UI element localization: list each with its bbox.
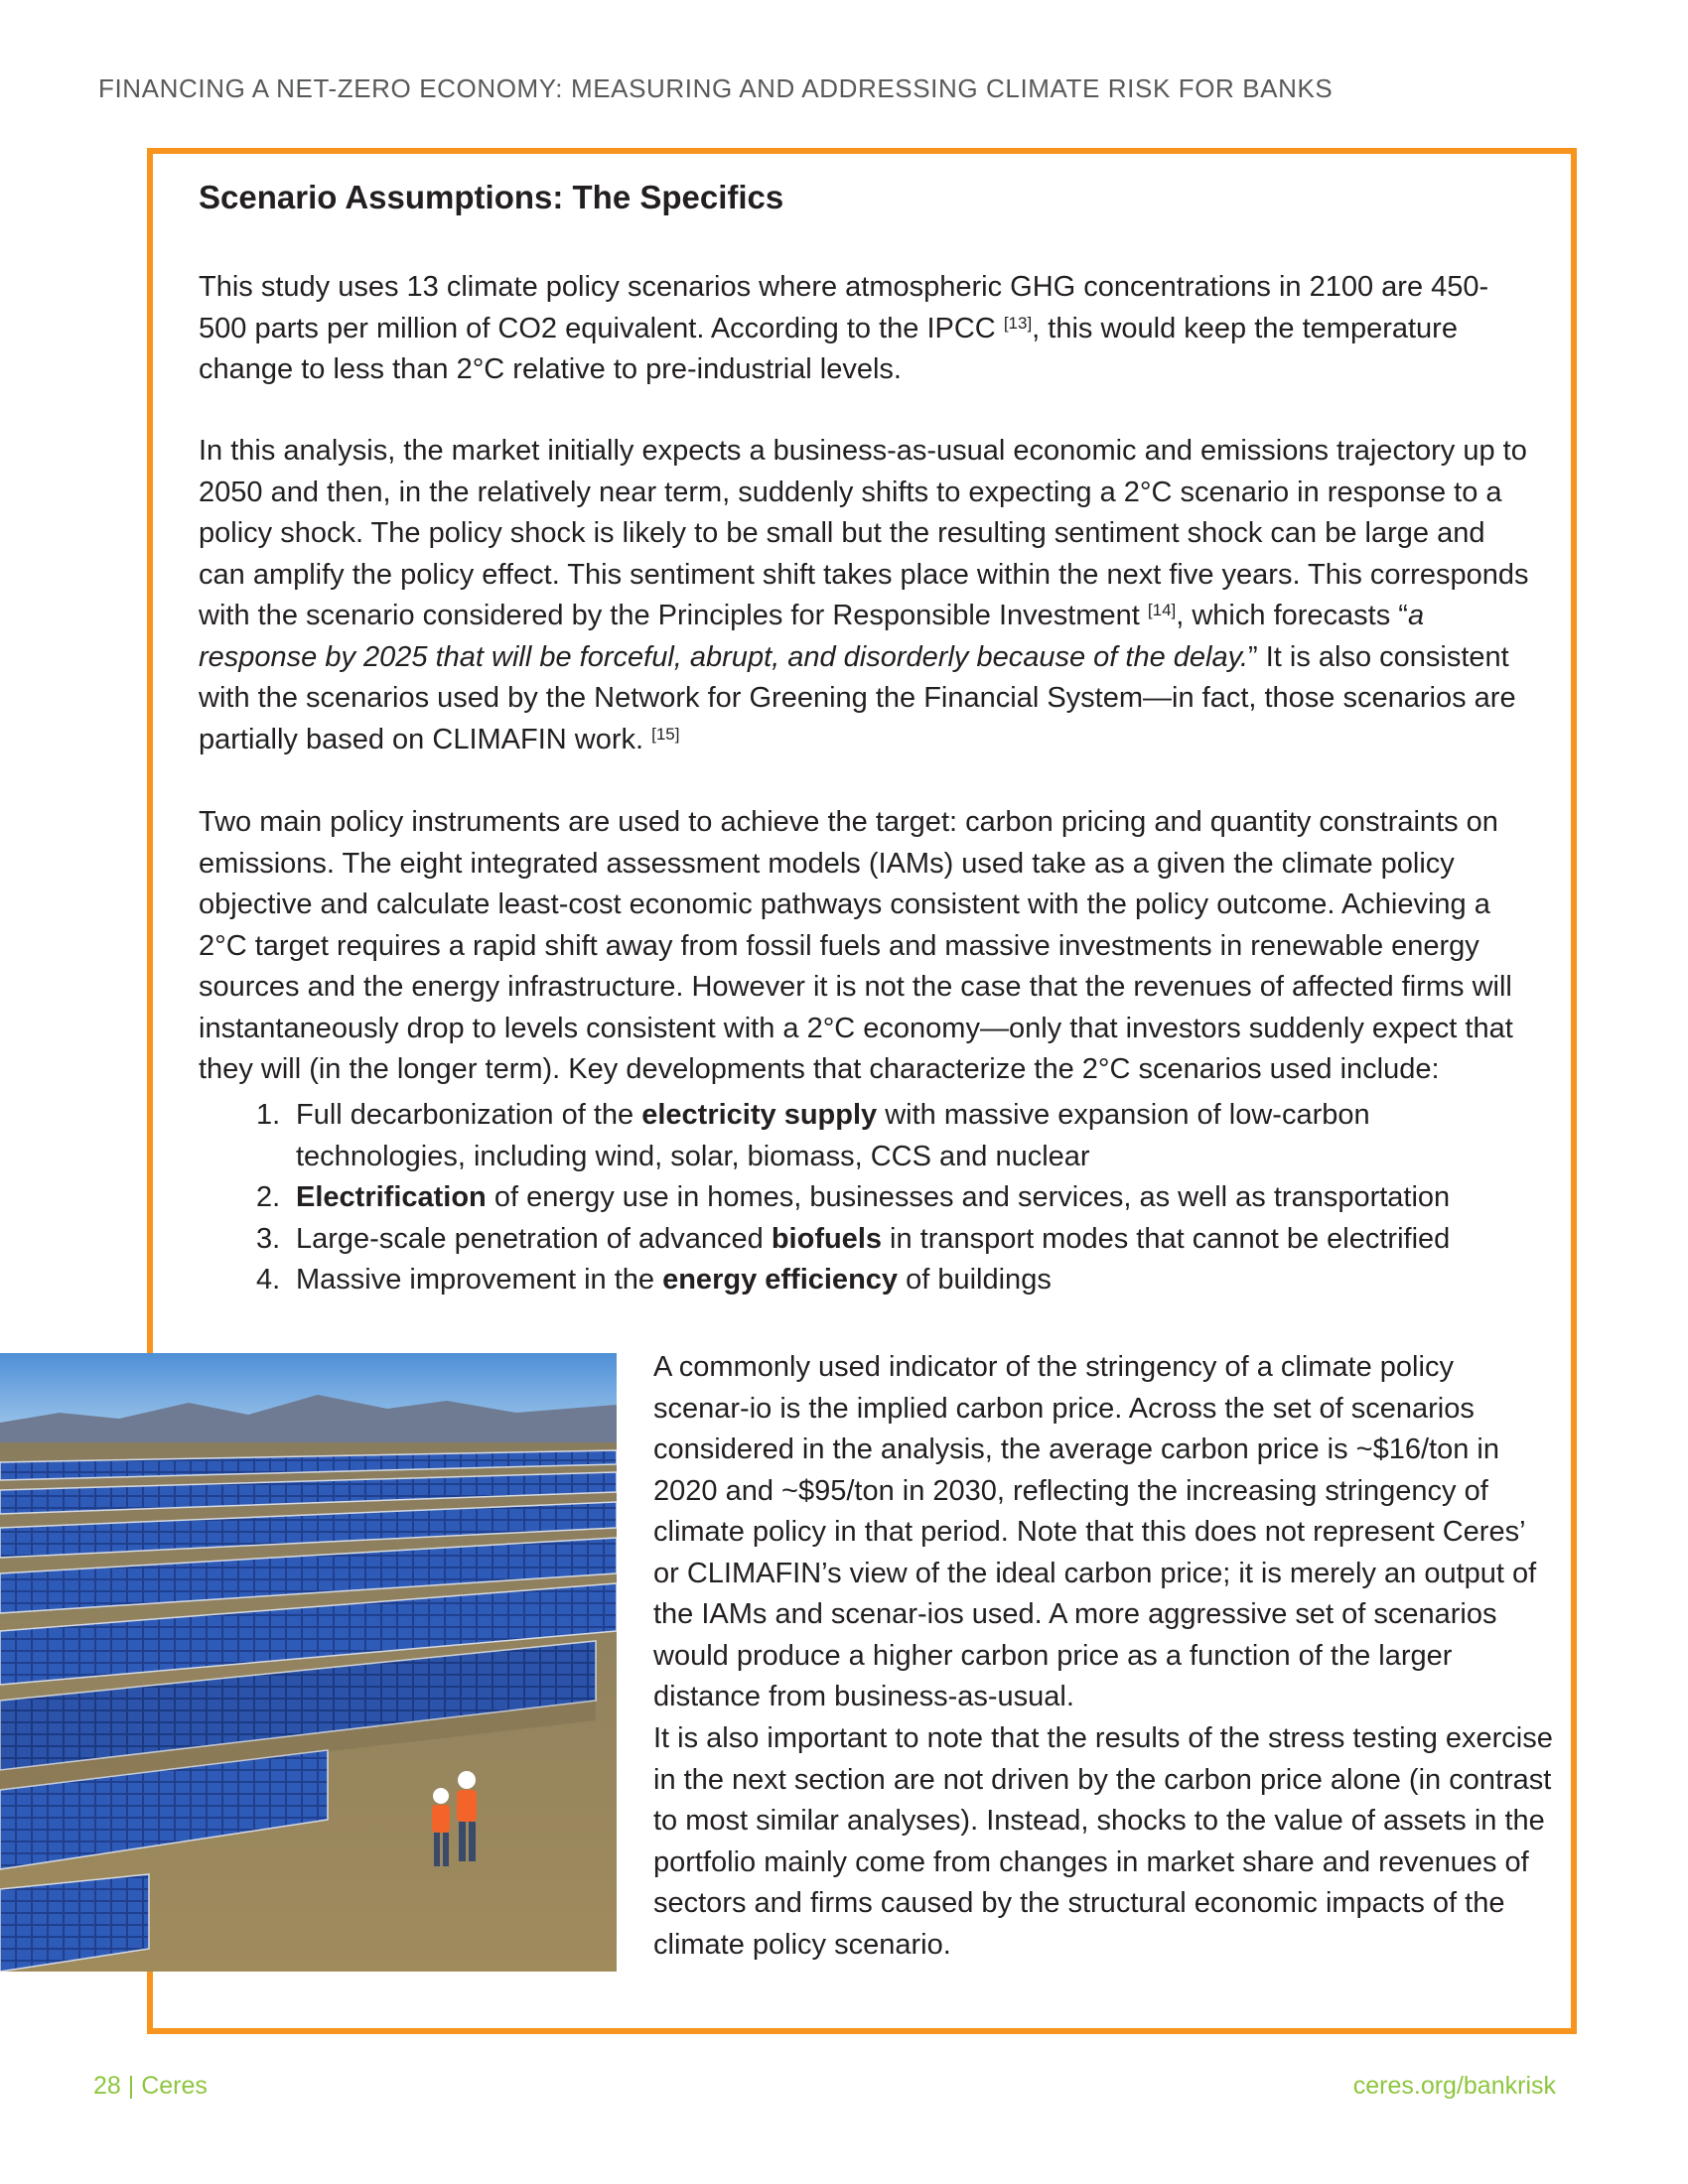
citation-14: [14] <box>1147 601 1177 619</box>
citation-13: [13] <box>1003 313 1033 333</box>
paragraph-policy-instruments: Two main policy instruments are used to achieve the target: carbon pricing and quantity constraints on emissions. The eight integrated assessment models (IAMs) used take as a given the climate policy objective and calculate least-cost economic pathways consistent with the policy outcome. Achieving a 2°C target requires a rapid shift away from fossil fuels and massive investments in renewable energy sources and the energy infrastructure. However it is not the case that the revenues of affected firms will instantaneously drop to levels consistent with a 2°C economy—only that investors suddenly expect that they will (in the longer term). Key developments that characterize the 2°C scenarios used include: <box>199 806 1513 1085</box>
footer-page-info <box>93 2072 208 2101</box>
paragraph-carbon-price: A commonly used indicator of the stringency of a climate policy scenar-io is the implied carbon price. Across the set of scenarios considered in the analysis, the average carbon price is ~$16/ton in 2020 and ~$95/ton in 2030, reflecting the increasing stringency of climate policy in that period. Note that this does not represent Ceres’ or CLIMAFIN’s view of the ideal carbon price; it is merely an output of the IAMs and scenar-ios used. A more aggressive set of scenarios would produce a higher carbon price as a function of the larger distance from business-as-usual. <box>653 1351 1537 1712</box>
solar-farm-photo <box>0 1353 617 1972</box>
footer-url-link[interactable]: ceres.org/bankrisk <box>1352 2072 1556 2100</box>
list-item: 1. Full decarbonization of the electricity supply with massive expansion of low-carbon technologies, including wind, solar, biomass, CCS and nuclear <box>256 1099 1370 1172</box>
key-developments-list <box>256 1095 1547 1301</box>
paragraph-scenarios: This study uses 13 climate policy scenarios where atmospheric GHG concentrations in 2100 are 450-500 parts per million of CO2 equivalent. According to the IPCC [13], this would keep the temperature change to less than 2°C relative to pre-industrial levels. <box>199 271 1489 385</box>
paragraph-market-expectations: In this analysis, the market initially expects a business-as-usual economic and emissions trajectory up to 2050 and then, in the relatively near term, suddenly shifts to expecting a 2°C scenario in response to a policy shock. The policy shock is likely to be small but the resulting sentiment shock can be large and can amplify the policy effect. This sentiment shift takes place within the next five years. This corresponds with the scenario considered by the Principles for Responsible Investment [14], which forecasts “a response by 2025 that will be forceful, abrupt, and disorderly because of the delay.” It is also consistent with the scenarios used by the Network for Greening the Financial System—in fact, those scenarios are partially based on CLIMAFIN work. [15] <box>199 435 1529 755</box>
running-header: FINANCING A NET-ZERO ECONOMY: MEASURING AND ADDRESSING CLIMATE RISK FOR BANKS <box>98 73 1334 103</box>
section-title: Scenario Assumptions: The Specifics <box>199 179 784 215</box>
pri-quote: a response by 2025 that will be forceful, abrupt, and disorderly because of the delay. <box>199 600 1425 673</box>
footer-separator: | <box>127 2072 135 2100</box>
page-number: 28 <box>93 2072 121 2100</box>
list-item: 2. Electrification of energy use in homes, businesses and services, as well as transportation <box>256 1181 1451 1213</box>
list-item: 3. Large-scale penetration of advanced biofuels in transport modes that cannot be electrified <box>256 1222 1451 1255</box>
list-item: 4. Massive improvement in the energy efficiency of buildings <box>256 1264 1052 1296</box>
citation-15: [15] <box>651 724 680 744</box>
paragraph-stress-testing: It is also important to note that the results of the stress testing exercise in the next section are not driven by the carbon price alone (in contrast to most similar analyses). Instead, shocks to the value of assets in the portfolio mainly come from changes in market share and revenues of sectors and firms caused by the structural economic impacts of the climate policy scenario. <box>653 1722 1553 1961</box>
footer-brand: Ceres <box>141 2072 208 2100</box>
